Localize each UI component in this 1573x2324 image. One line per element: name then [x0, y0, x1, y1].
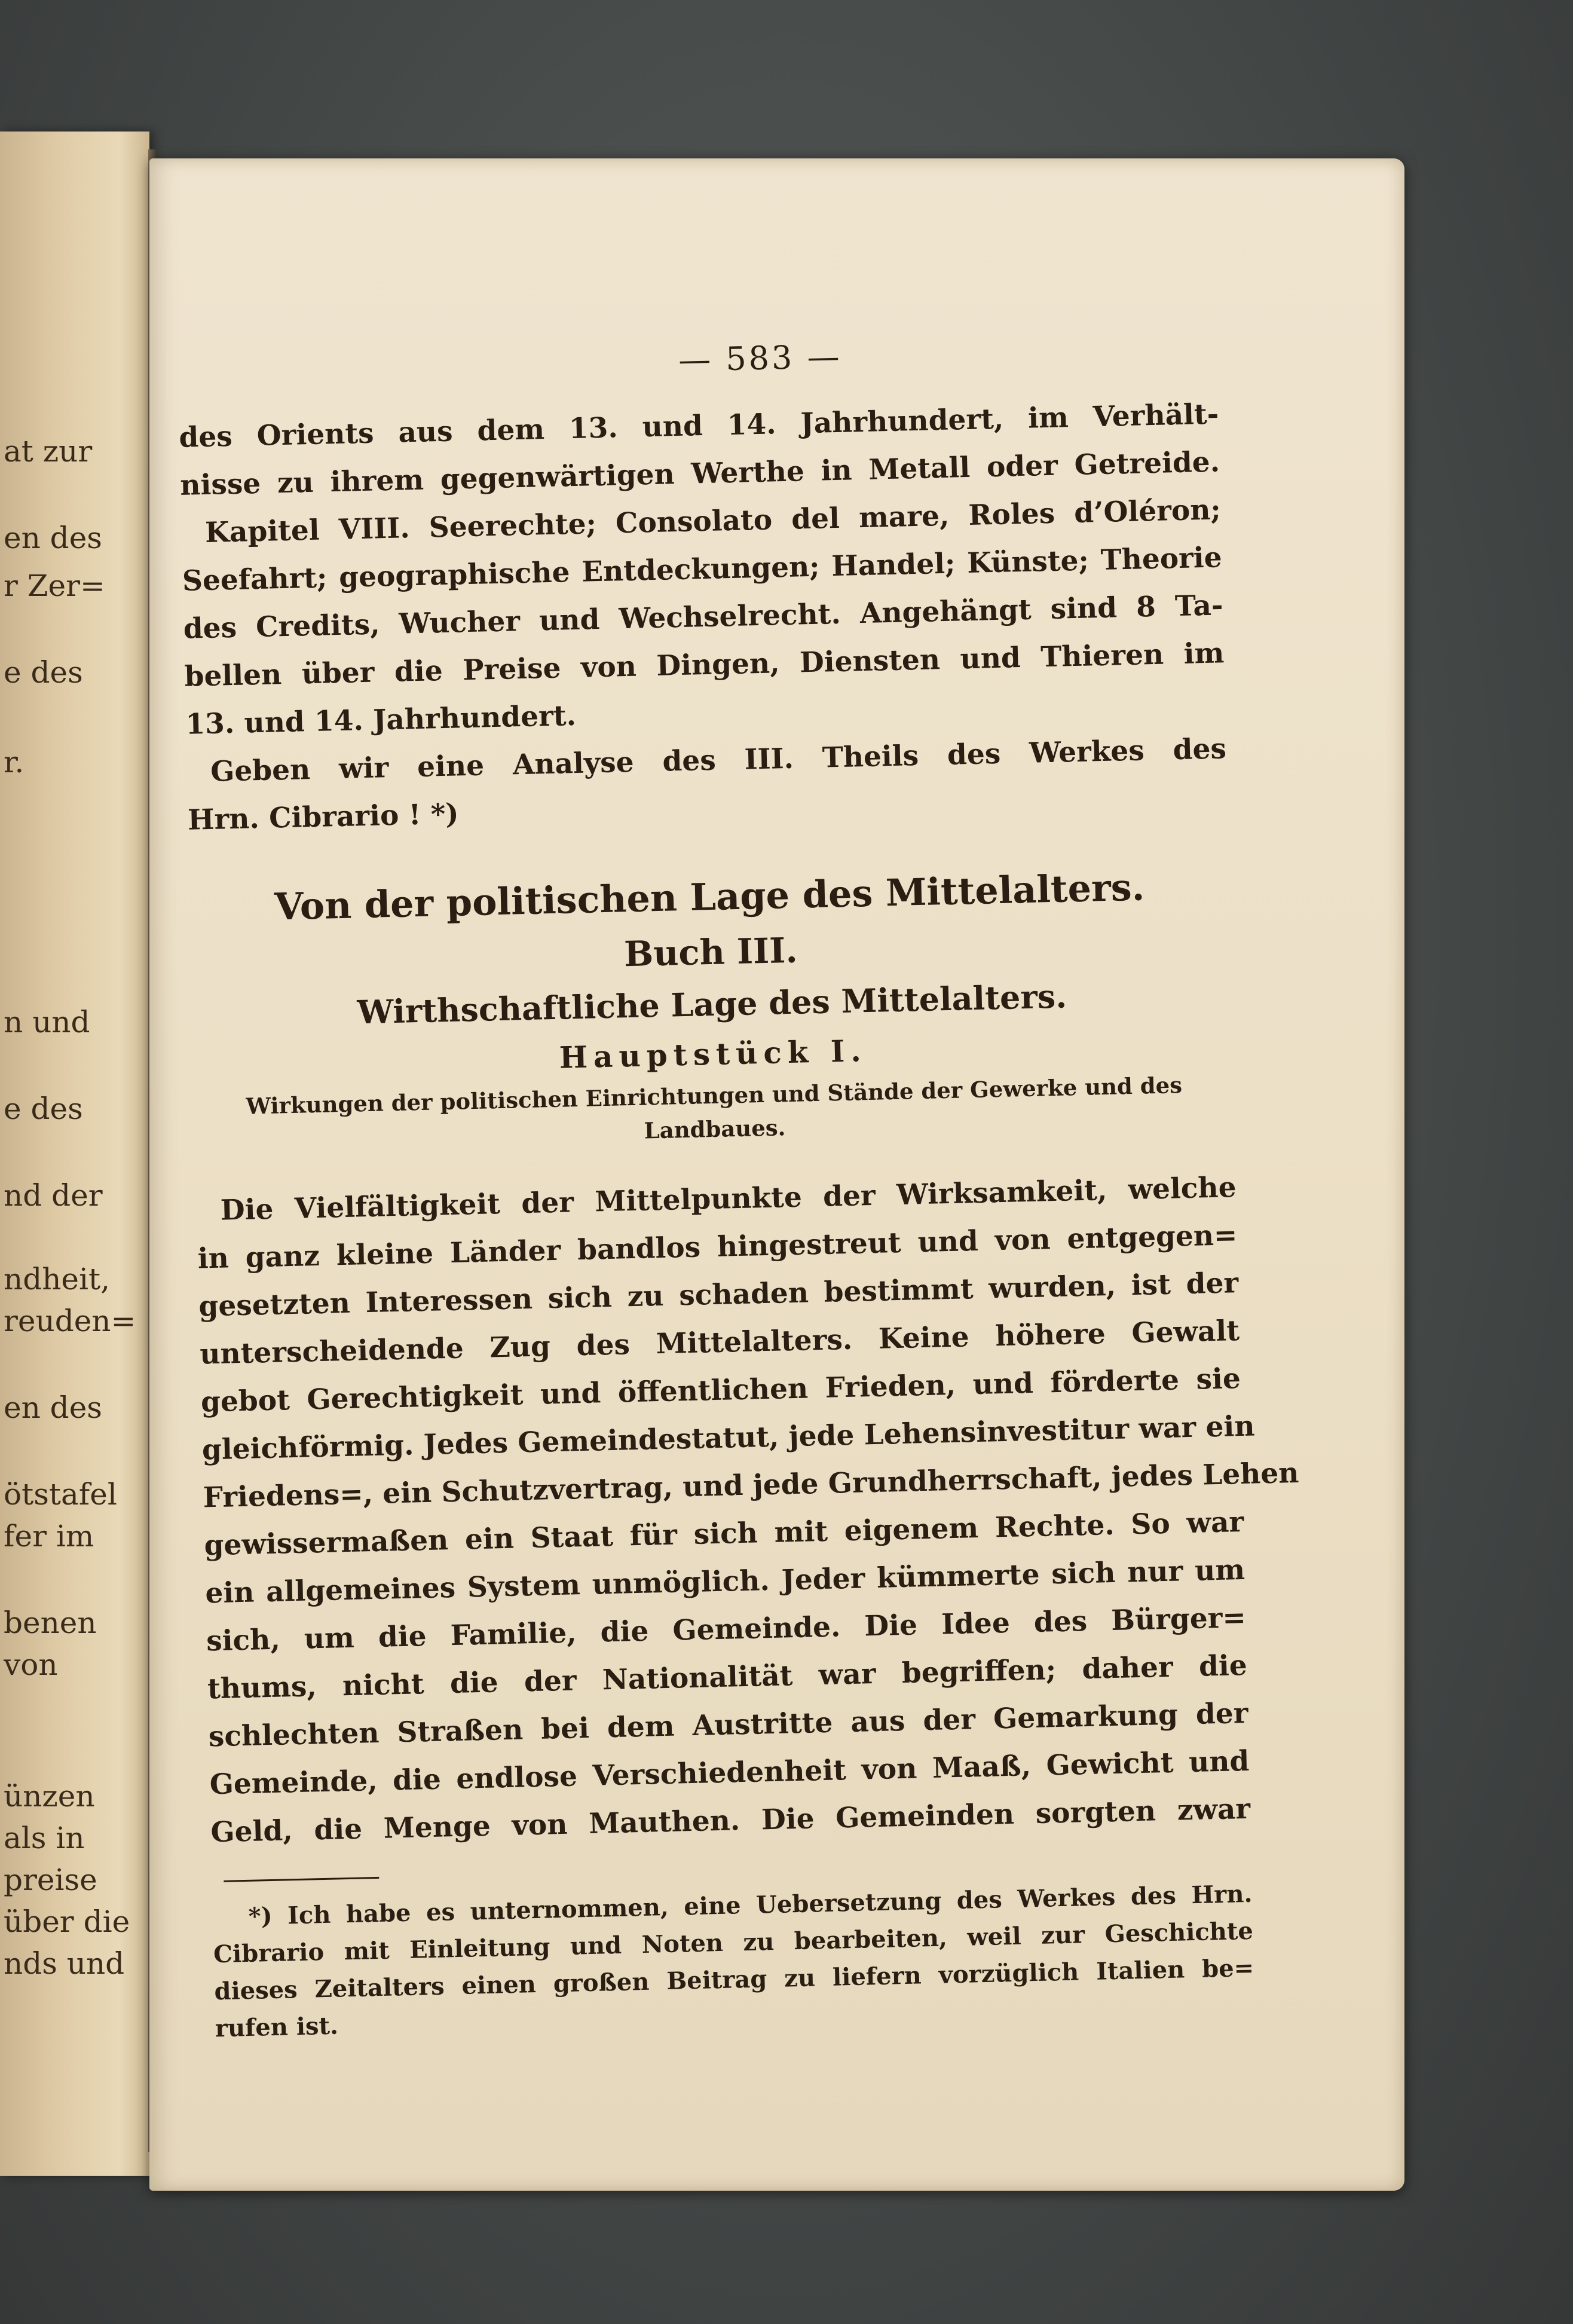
footnote-line: *) Ich habe es unternommen, eine Uebersetzung des Werkes des Hrn.: [248, 1879, 1253, 1931]
left-fragment: at zur: [4, 434, 93, 469]
left-fragment: en des: [4, 521, 102, 555]
text-line: des Credits, Wucher und Wechselrecht. Angehängt sind 8 Ta-: [183, 589, 1224, 646]
left-fragment: r Zer=: [4, 568, 105, 603]
text-line: nisse zu ihrem gegenwärtigen Werthe in Metall oder Getreide.: [179, 445, 1220, 502]
intro-text: [179, 390, 1226, 748]
page-text: [173, 162, 1300, 2048]
left-fragment: über die: [4, 1904, 130, 1939]
left-fragment: preise: [4, 1863, 97, 1897]
text-line: gleichförmig. Jedes Gemeindestatut, jede Lehensinvestitur war ein: [201, 1409, 1256, 1467]
chapter-desc-line: Landbaues.: [644, 1114, 786, 1144]
text-line: Friedens=, ein Schutzvertrag, und jede Grundherrschaft, jedes Lehen: [203, 1456, 1300, 1515]
text-line: ein allgemeines System unmöglich. Jeder kümmerte sich nur um: [204, 1553, 1245, 1610]
text-line: gebot Gerechtigkeit und öffentlichen Frieden, und förderte sie: [200, 1362, 1241, 1419]
text-line: schlechten Straßen bei dem Austritte aus der Gemarkung der: [208, 1696, 1249, 1754]
text-line: Hrn. Cibrario ! *): [187, 797, 460, 837]
left-fragment: r.: [4, 745, 25, 779]
chapter-desc-line: Wirkungen der politischen Einrichtungen und Stände der Gewerke und des: [246, 1072, 1183, 1120]
text-line: thums, nicht die der Nationalität war begriffen; daher die: [207, 1649, 1248, 1706]
left-fragment: en des: [4, 1390, 102, 1425]
text-line: Geld, die Menge von Mauthen. Die Gemeinden sorgten zwar: [210, 1792, 1251, 1849]
left-fragment: ndheit,: [4, 1262, 110, 1296]
text-line: des Orients aus dem 13. und 14. Jahrhundert, im Verhält-: [178, 397, 1219, 454]
footnote-line: dieses Zeitalters einen großen Beitrag zu liefern vorzüglich Italien be=: [214, 1953, 1254, 2006]
text-line: gesetzten Interessen sich zu schaden bestimmt wurden, ist der: [198, 1267, 1239, 1323]
text-line: sich, um die Familie, die Gemeinde. Die Idee des Bürger=: [206, 1601, 1247, 1658]
section-heading: Von der politischen Lage des Mittelalters.: [274, 865, 1145, 929]
left-fragment: e des: [4, 1091, 83, 1126]
text-line: Die Vielfältigkeit der Mittelpunkte der Wirksamkeit, welche: [220, 1171, 1237, 1227]
main-paragraph: [196, 1164, 1300, 1857]
left-fragment: reuden=: [4, 1304, 136, 1338]
left-fragment: von: [4, 1647, 58, 1682]
text-line: bellen über die Preise von Dingen, Diensten und Thieren im: [184, 637, 1225, 693]
left-fragment: als in: [4, 1821, 85, 1855]
left-fragment: ötstafel: [4, 1477, 117, 1512]
text-line: 13. und 14. Jahrhundert.: [185, 699, 577, 741]
text-line: in ganz kleine Länder bandlos hingestreut und von entgegen=: [197, 1219, 1238, 1276]
footnote-divider: [224, 1877, 379, 1882]
left-fragment: n und: [4, 1005, 90, 1039]
subheading: Wirthschaftliche Lage des Mittelalters.: [356, 977, 1067, 1032]
text-line: Geben wir eine Analyse des III. Theils des Werkes des: [210, 732, 1227, 788]
text-line: unterscheidende Zug des Mittelalters. Keine höhere Gewalt: [199, 1314, 1240, 1371]
left-fragment: fer im: [4, 1519, 94, 1554]
text-line: Seefahrt; geographische Entdeckungen; Handel; Künste; Theorie: [182, 541, 1223, 598]
text-line: gewissermaßen ein Staat für sich mit eigenem Rechte. So war: [204, 1505, 1244, 1562]
footnote: [212, 1876, 1255, 2047]
chapter-heading: Hauptstück I.: [559, 1033, 868, 1075]
left-fragment: nds und: [4, 1946, 125, 1981]
left-fragment: e des: [4, 655, 83, 690]
text-line: Gemeinde, die endlose Verschiedenheit von Maaß, Gewicht und: [209, 1744, 1250, 1802]
page-number: — 583 —: [678, 337, 843, 379]
left-fragment: ünzen: [4, 1779, 95, 1814]
left-fragment: benen: [4, 1606, 97, 1640]
footnote-line: rufen ist.: [215, 2011, 339, 2043]
footnote-line: Cibrario mit Einleitung und Noten zu bearbeiten, weil zur Geschichte: [213, 1916, 1254, 1969]
left-fragment: nd der: [4, 1178, 103, 1213]
book-heading: Buch III.: [623, 929, 798, 975]
text-line: Kapitel VIII. Seerechte; Consolato del mare, Roles d’Oléron;: [204, 493, 1222, 549]
left-page: [0, 132, 149, 2176]
